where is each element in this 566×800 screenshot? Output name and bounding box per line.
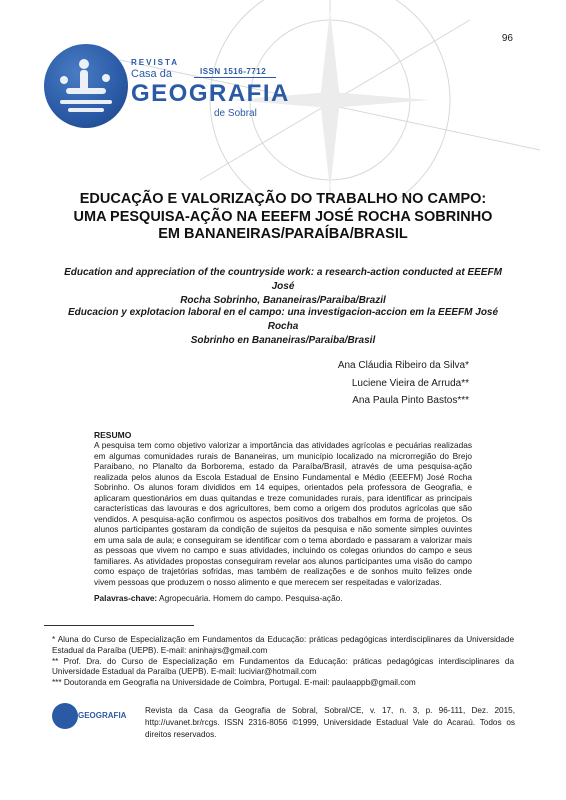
- keywords: [94, 593, 343, 603]
- footnote: *** Doutoranda em Geografia na Universidade de Coimbra, Portugal. E-mail: paulaappb@gmail.com: [52, 678, 416, 688]
- footer-citation: Revista da Casa da Geografia de Sobral, Sobral/CE, v. 17, n. 3, p. 96-111, Dez. 2015, http://uvanet.br/rcgs. ISSN 2316-8056 ©1999, Universidade Estadual Vale do Acaraú. Todos os direitos reservados.: [145, 706, 515, 739]
- footer-logo-text: GEOGRAFIA: [78, 711, 127, 720]
- english-title-line: Education and appreciation of the countryside work: a research-action conducted at EEEFM José: [64, 267, 502, 292]
- author-name: Luciene Vieira de Arruda**: [351, 377, 469, 389]
- page-number: 96: [501, 33, 513, 44]
- abstract-text: A pesquisa tem como objetivo valorizar a importância das atividades agrícolas e pecuárias realizadas em algumas comunidades rurais de Bananeiras, um município localizado na microrregião do Brejo Paraibano, no Planalto da Borborema, estado da Paraíba/Brasil, através de uma pesquisa-ação realizada pelos alunos da Escola Estadual de Ensino Fundamental e Médio (EEEFM) José Rocha Sobrinho. Os alunos foram divididos em 14 equipes, orientados pela professora de Geografia, e aplicaram questionários em duas quitandas e treze comunidades rurais, para identificar as principais características das lavouras e dos agricultores, bem como a origem dos produtos agrícolas que são vendidos. A pesquisa-ação confirmou os aspectos positivos dos trabalhos em forma de projetos. Os alunos participantes gostaram da condição de sujeitos da pesquisa e não somente simples ouvintes em uma sala de aula; e conseguiram se identificar com o tema abordado e passaram a valorizar mais as pessoas que vivem no campo e suas atividades, incluindo os colegas oriundos do campo e seus familiares. As atividades propostas conseguiram revelar aos alunos participantes uma visão do campo como espaço de trajetórias sofridas, mas também de realizações e de sonhos muito felizes onde vivem pessoas que produzem o nosso alimento e que merecem ser respeitadas e valorizadas.: [94, 440, 472, 587]
- logo-sobral-text: de Sobral: [214, 108, 257, 119]
- footer-globe-icon: [52, 703, 78, 729]
- keywords-label: Palavras-chave:: [94, 593, 158, 603]
- author-name: Ana Cláudia Ribeiro da Silva*: [337, 360, 469, 371]
- keywords-text: Agropecuária. Homem do campo. Pesquisa-ação.: [157, 593, 343, 603]
- title-line: EM BANANEIRAS/PARAÍBA/BRASIL: [158, 226, 408, 242]
- logo-casa-da-text: Casa da: [131, 68, 172, 80]
- spanish-title-line: Educacion y explotacion laboral en el campo: una investigacion-accion em la EEEFM José Rocha: [67, 307, 499, 332]
- footnotes: [52, 635, 514, 689]
- footnote-divider: [44, 625, 194, 626]
- english-title-line: Rocha Sobrinho, Bananeiras/Paraiba/Brazil: [180, 295, 386, 306]
- footnote: ** Prof. Dra. do Curso de Especialização em Fundamentos da Educação: práticas pedagógicas interdisciplinares da Universidade Estadual da Paraíba (UEPB). E-mail: luciviar@hotmail.com: [52, 656, 514, 677]
- spanish-title-line: Sobrinho en Bananeiras/Paraiba/Brasil: [190, 335, 376, 346]
- title-line: UMA PESQUISA-AÇÃO NA EEEFM JOSÉ ROCHA SOBRINHO: [73, 208, 493, 225]
- globe-icon: [44, 44, 128, 128]
- article-title: [60, 191, 506, 244]
- journal-logo: [44, 44, 294, 134]
- author-name: Ana Paula Pinto Bastos***: [352, 395, 469, 406]
- title-line: EDUCAÇÃO E VALORIZAÇÃO DO TRABALHO NO CAMPO:: [79, 191, 487, 207]
- spanish-title: [64, 306, 502, 348]
- logo-geografia-text: GEOGRAFIA: [131, 80, 290, 107]
- logo-revista-text: REVISTA: [131, 58, 180, 67]
- logo-issn-text: ISSN 1516-7712: [200, 67, 267, 76]
- abstract-heading: RESUMO: [94, 430, 132, 440]
- logo-divider: [194, 77, 276, 78]
- footnote: * Aluna do Curso de Especialização em Fundamentos da Educação: práticas pedagógicas interdisciplinares da Universidade Estadual da Paraíba (UEPB). E-mail: aninhajrs@gmail.com: [52, 635, 514, 655]
- author-list: [338, 357, 469, 410]
- footer-logo: [52, 703, 127, 729]
- english-title: [64, 266, 502, 308]
